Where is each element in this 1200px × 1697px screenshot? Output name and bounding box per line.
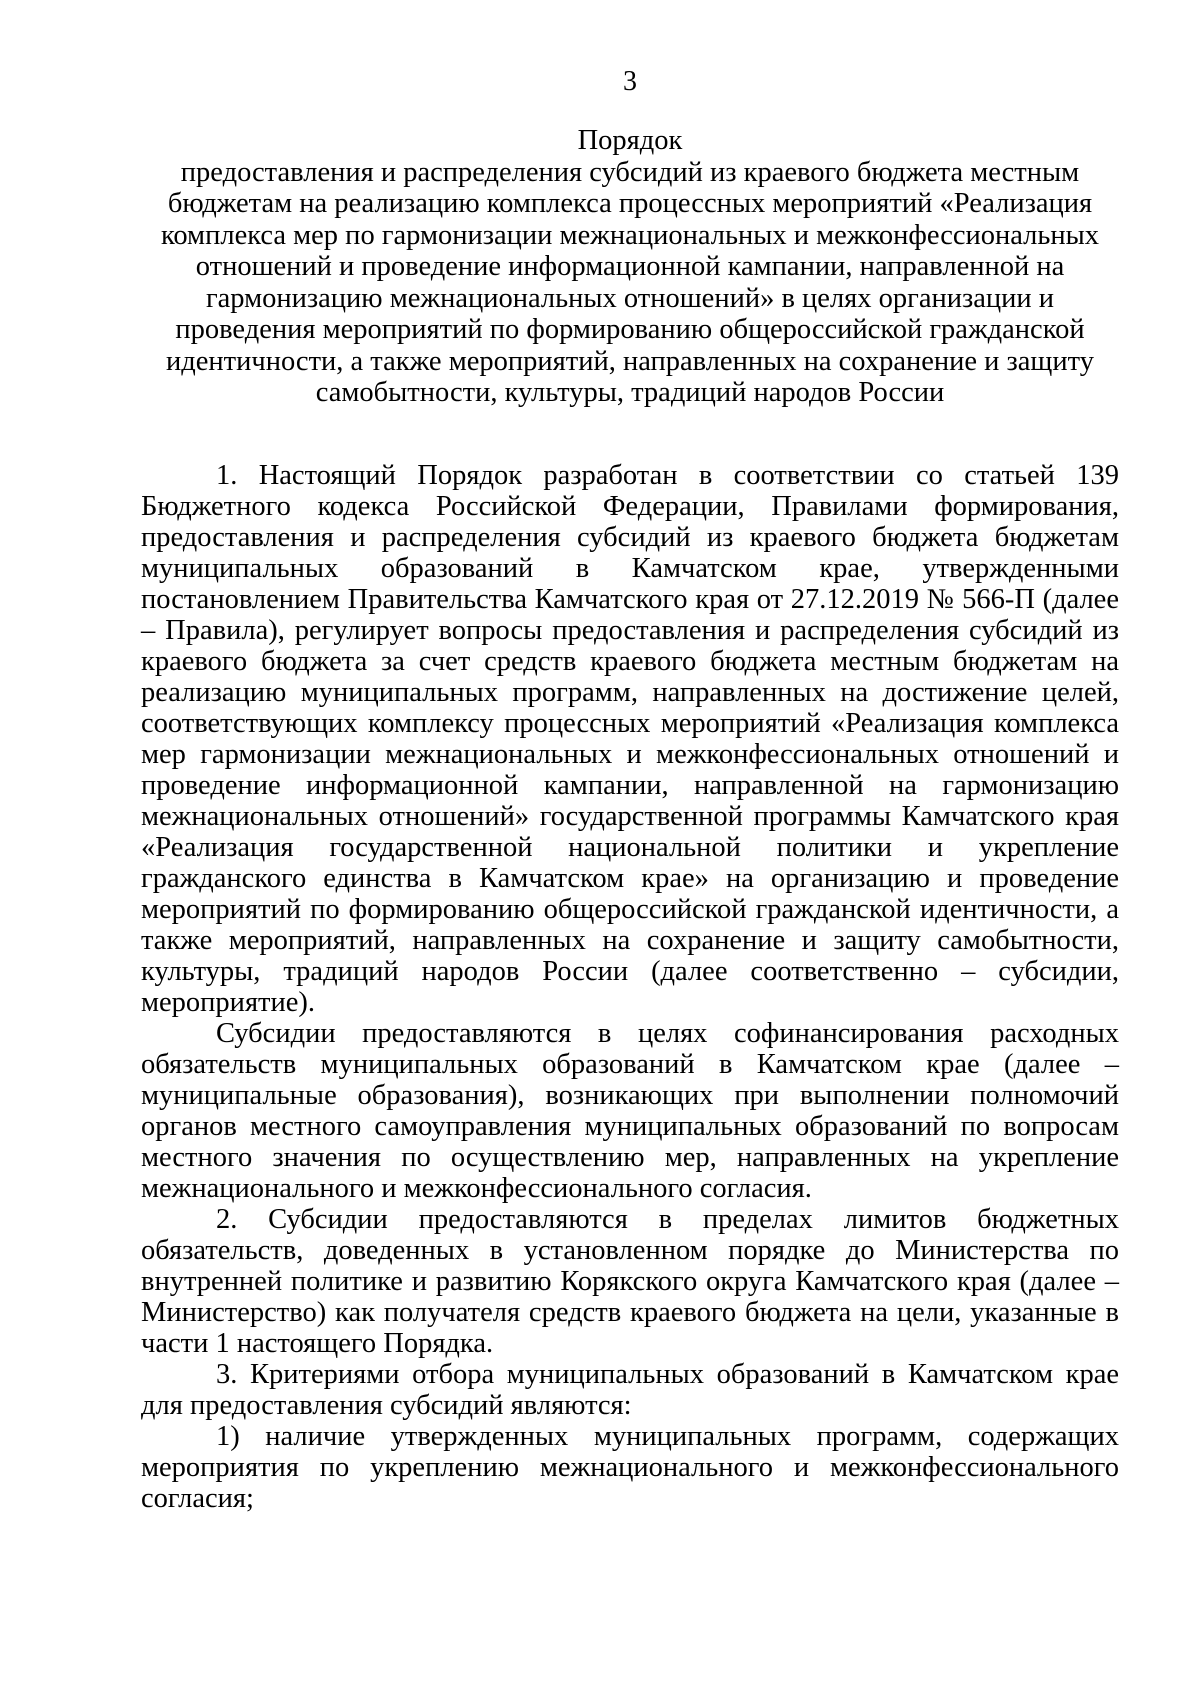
title-line: проведения мероприятий по формированию общероссийской гражданской bbox=[175, 314, 1085, 345]
page-number: 3 bbox=[623, 66, 637, 97]
document-title bbox=[140, 125, 1120, 409]
title-heading: Порядок bbox=[577, 125, 683, 156]
document-body bbox=[141, 460, 1119, 1514]
title-line: гармонизацию межнациональных отношений» в целях организации и bbox=[205, 282, 1055, 314]
paragraph-clause-1: 1. Настоящий Порядок разработан в соответствии со статьей 139 Бюджетного кодекса Российской Федерации, Правилами формирования, предоставления и распределения субсидий из краевого бюджета бюджетам муниципальных образований в Камчатском крае, утвержденными постановлением Правительства Камчатского края от 27.12.2019 № 566-П (далее – Правила), регулирует вопросы предоставления и распределения субсидий из краевого бюджета за счет средств краевого бюджета местным бюджетам на реализацию муниципальных программ, направленных на достижение целей, соответствующих комплексу процессных мероприятий «Реализация комплекса мер гармонизации межнациональных и межконфессиональных отношений и проведение информационной кампании, направленной на гармонизацию межнациональных отношений» государственной программы Камчатского края «Реализация государственной национальной политики и укрепление гражданского единства в Камчатском крае» на организацию и проведение мероприятий по формированию общероссийской гражданской идентичности, а также мероприятий, направленных на сохранение и защиту самобытности, культуры, традиций народов России (далее соответственно – субсидии, мероприятие). bbox=[141, 460, 1119, 1018]
title-line: идентичности, а также мероприятий, направленных на сохранение и защиту bbox=[166, 345, 1094, 377]
list-item-criterion-1: 1) наличие утвержденных муниципальных программ, содержащих мероприятия по укреплению межнационального и межконфессионального согласия; bbox=[141, 1421, 1119, 1514]
title-line: отношений и проведение информационной кампании, направленной на bbox=[195, 251, 1065, 282]
title-line: бюджетам на реализацию комплекса процессных мероприятий «Реализация bbox=[167, 188, 1093, 219]
title-line: самобытности, культуры, традиций народов России bbox=[315, 377, 945, 408]
paragraph-subsidies-purpose: Субсидии предоставляются в целях софинансирования расходных обязательств муниципальных образований в Камчатском крае (далее – муниципальные образования), возникающих при выполнении полномочий органов местного самоуправления муниципальных образований по вопросам местного значения по осуществлению мер, направленных на укрепление межнационального и межконфессионального согласия. bbox=[141, 1018, 1119, 1204]
title-line: комплекса мер по гармонизации межнациональных и межконфессиональных bbox=[160, 219, 1100, 251]
title-line: предоставления и распределения субсидий из краевого бюджета местным bbox=[180, 156, 1080, 188]
paragraph-clause-2: 2. Субсидии предоставляются в пределах лимитов бюджетных обязательств, доведенных в установленном порядке до Министерства по внутренней политике и развитию Корякского округа Камчатского края (далее – Министерство) как получателя средств краевого бюджета на цели, указанные в части 1 настоящего Порядка. bbox=[141, 1204, 1119, 1359]
paragraph-clause-3: 3. Критериями отбора муниципальных образований в Камчатском крае для предоставления субсидий являются: bbox=[141, 1359, 1119, 1421]
